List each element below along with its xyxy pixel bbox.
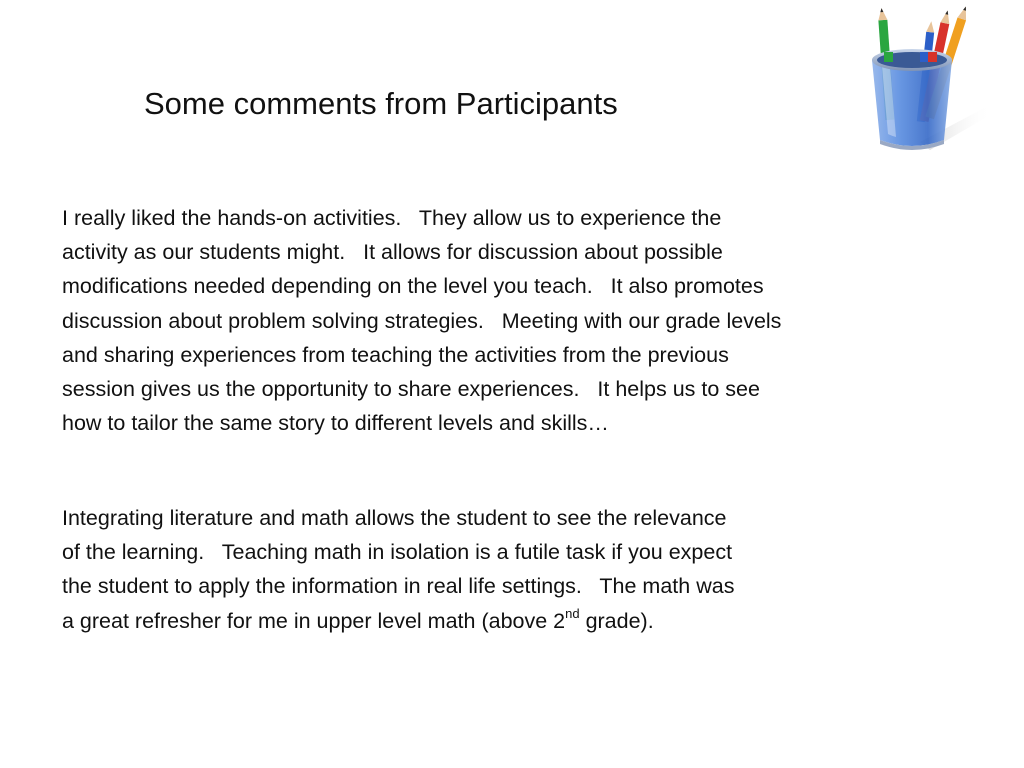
comment-paragraph-2 xyxy=(62,501,734,638)
paragraph-line: activity as our students might. It allows for discussion about possible xyxy=(62,240,723,265)
paragraph-last-line xyxy=(62,604,734,638)
paragraph-line: of the learning. Teaching math in isolation is a futile task if you expect xyxy=(62,540,733,565)
paragraph-line: how to tailor the same story to different levels and skills… xyxy=(62,411,609,436)
paragraph-line: I really liked the hands-on activities. They allow us to experience the xyxy=(62,206,722,230)
paragraph-line: discussion about problem solving strategies. Meeting with our grade levels xyxy=(62,308,782,333)
comment-paragraph-1 xyxy=(62,201,781,440)
last-line-text-end: grade). xyxy=(579,608,654,633)
paragraph-line: modifications needed depending on the level you teach. It also promotes xyxy=(62,274,764,299)
slide-title: Some comments from Participants xyxy=(144,86,618,121)
paragraph-line: the student to apply the information in real life settings. The math was xyxy=(62,574,735,599)
paragraph-line: Integrating literature and math allows the student to see the relevance xyxy=(62,506,727,530)
pencil-cup-icon xyxy=(860,2,992,154)
paragraph-line: session gives us the opportunity to share experiences. It helps us to see xyxy=(62,376,760,401)
paragraph-line: and sharing experiences from teaching the activities from the previous xyxy=(62,342,729,367)
last-line-text: a great refresher for me in upper level math (above 2 xyxy=(62,608,566,633)
ordinal-superscript: nd xyxy=(565,606,580,622)
